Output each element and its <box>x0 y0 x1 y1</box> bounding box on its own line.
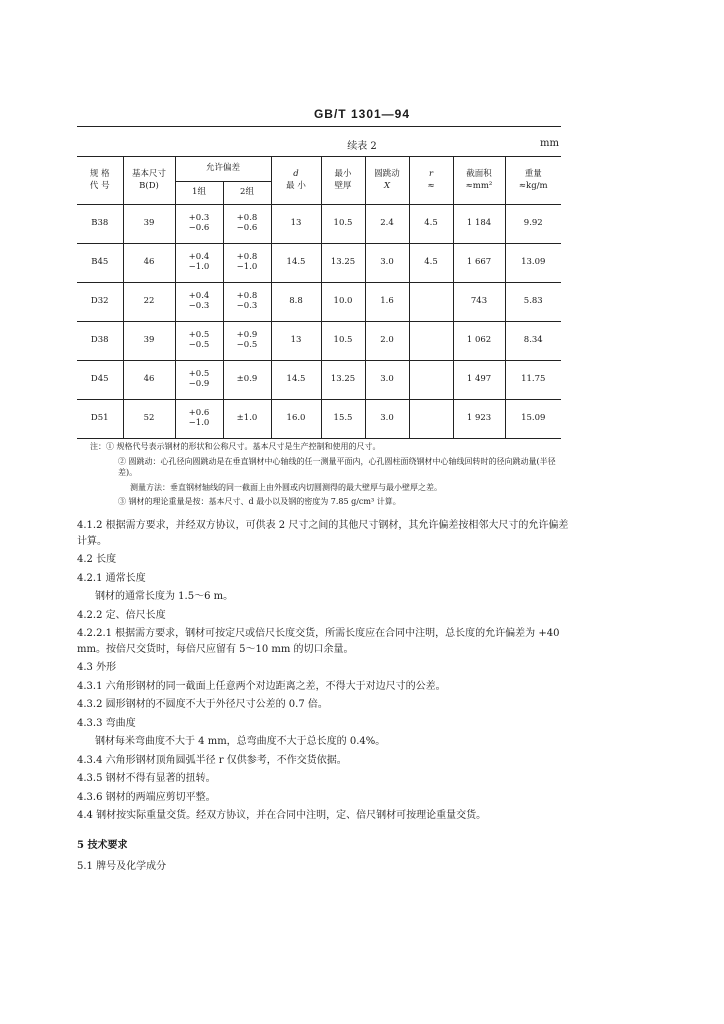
note-1: 注：① 规格代号表示钢材的形状和公称尺寸。基本尺寸是生产控制和使用的尺寸。 <box>90 442 381 451</box>
table-notes <box>90 441 570 511</box>
clause-4-2: 4.2 长度 <box>77 554 117 565</box>
clause-4-3-4: 4.3.4 六角形钢材顶角圆弧半径 r 仅供参考，不作交货依据。 <box>77 754 347 766</box>
col-wall: 最小 壁厚 <box>321 157 365 205</box>
body-text <box>77 518 572 878</box>
clause-4-2-2-1: 4.2.2.1 根据需方要求，钢材可按定尺或倍尺长度交货，所需长度应在合同中注明，总长度的允许偏差为 +40 mm。按倍尺交货时，每倍尺应留有 5～10 mm 的切口余量。 <box>77 628 560 655</box>
clause-4-1-2: 4.1.2 根据需方要求，并经双方协议，可供表 2 尺寸之间的其他尺寸钢材，其允许偏差按相邻大尺寸的允许偏差计算。 <box>77 520 569 547</box>
note-3: ③ 钢材的理论重量是按：基本尺寸、d 最小以及钢的密度为 7.85 g/cm³ 计算。 <box>118 497 401 507</box>
dimension-table <box>77 156 561 439</box>
clause-4-3-3: 4.3.3 弯曲度 <box>77 717 136 729</box>
col-runout: 圆跳动 X <box>365 157 409 205</box>
clause-4-4: 4.4 钢材按实际重量交货。经双方协议，并在合同中注明，定、倍尺钢材可按理论重量交货。 <box>77 810 487 821</box>
col-tolerance: 允许偏差 <box>175 157 271 182</box>
col-group2: 2组 <box>223 182 271 205</box>
col-base: 基本尺寸 B(D) <box>123 157 175 205</box>
clause-5-1: 5.1 牌号及化学成分 <box>77 861 167 872</box>
col-r: r ≈ <box>409 157 453 205</box>
table-unit: mm <box>540 138 559 149</box>
clause-4-3-3-text: 钢材每米弯曲度不大于 4 mm，总弯曲度不大于总长度的 0.4%。 <box>95 736 386 747</box>
clause-4-3-6: 4.3.6 钢材的两端应剪切平整。 <box>77 791 216 803</box>
table-caption: 续表 2 <box>347 141 377 152</box>
clause-4-3: 4.3 外形 <box>77 662 117 673</box>
table-row: D32 22 +0.4 −0.3 +0.8 −0.3 8.8 10.0 1.6 743 5.83 <box>77 283 561 322</box>
clause-4-2-2: 4.2.2 定、倍尺长度 <box>77 609 166 621</box>
note-2-method: 测量方法：垂直钢材轴线的同一截面上由外圆或内切圆测得的最大壁厚与最小壁厚之差。 <box>130 482 442 492</box>
clause-4-3-5: 4.3.5 钢材不得有显著的扭转。 <box>77 773 216 784</box>
col-area: 截面积 ≈mm² <box>453 157 505 205</box>
col-spec: 规 格 代 号 <box>77 157 123 205</box>
col-weight: 重量 ≈kg/m <box>505 157 561 205</box>
note-2: ② 圆跳动：心孔径向圆跳动是在垂直钢材中心轴线的任一测量平面内，心孔圆柱面绕钢材中心轴线回转时的径向跳动量(半径差)。 <box>118 456 556 478</box>
standard-header: GB/T 1301—94 <box>313 107 411 121</box>
table-row: B45 46 +0.4 −1.0 +0.8 −1.0 14.5 13.25 3.0 4.5 1 667 13.09 <box>77 244 561 283</box>
section-5: 5 技术要求 <box>77 839 128 851</box>
table-row: D38 39 +0.5 −0.5 +0.9 −0.5 13 10.5 2.0 1 062 8.34 <box>77 322 561 361</box>
clause-4-3-2: 4.3.2 圆形钢材的不圆度不大于外径尺寸公差的 0.7 倍。 <box>77 699 328 710</box>
table-row: D45 46 +0.5 −0.9 ±0.9 14.5 13.25 3.0 1 497 11.75 <box>77 361 561 400</box>
col-d: d 最 小 <box>271 157 321 205</box>
table-row: D51 52 +0.6 −1.0 ±1.0 16.0 15.5 3.0 1 923 15.09 <box>77 400 561 439</box>
clause-4-3-1: 4.3.1 六角形钢材的同一截面上任意两个对边距离之差，不得大于对边尺寸的公差。 <box>77 680 446 692</box>
table-row: B38 39 +0.3 −0.6 +0.8 −0.6 13 10.5 2.4 4.5 1 184 9.92 <box>77 205 561 244</box>
col-group1: 1组 <box>175 182 223 205</box>
header-rule <box>77 126 561 127</box>
clause-4-2-1-text: 钢材的通常长度为 1.5～6 m。 <box>95 591 234 602</box>
clause-4-2-1: 4.2.1 通常长度 <box>77 572 146 584</box>
